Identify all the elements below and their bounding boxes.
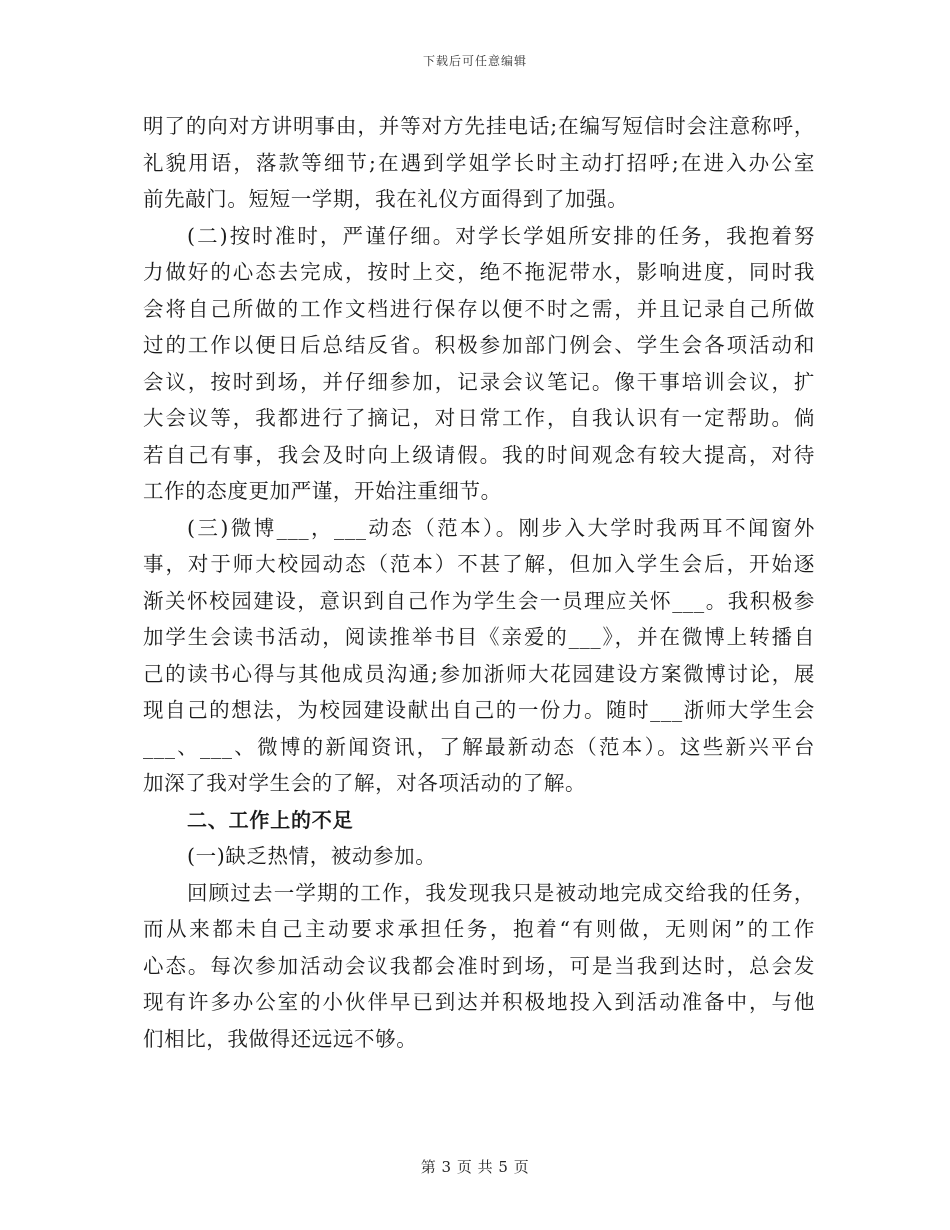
text-line: 若自己有事，我会及时向上级请假。我的时间观念有较大提高，对待	[143, 442, 815, 467]
text-line: (一)缺乏热情，被动参加。	[187, 844, 437, 868]
text-line: 前先敲门。短短一学期，我在礼仪方面得到了加强。	[143, 187, 629, 211]
text-line: ___、___、微博的新闻资讯，了解最新动态（范本）。这些新兴平台	[143, 734, 815, 759]
paragraph-5	[143, 875, 815, 1058]
text-line: 己的读书心得与其他成员沟通;参加浙师大花园建设方案微博讨论，展	[143, 661, 815, 686]
text-line: (二)按时准时，严谨仔细。对学长学姐所安排的任务，我抱着努	[187, 223, 815, 248]
text-line: 心态。每次参加活动会议我都会准时到场，可是当我到达时，总会发	[143, 953, 815, 978]
text-line: 会议，按时到场，并仔细参加，记录会议笔记。像干事培训会议，扩	[143, 369, 815, 394]
text-line: 现自己的想法，为校园建设献出自己的一份力。随时___浙师大学生会	[143, 698, 815, 722]
page-footer: 第 3 页 共 5 页	[420, 1158, 530, 1176]
paragraph-4	[143, 838, 815, 875]
text-line: 而从来都未自己主动要求承担任务，抱着“有则做，无则闲”的工作	[143, 917, 815, 941]
section-heading: 二、工作上的不足	[187, 807, 354, 832]
paragraph-1	[143, 108, 815, 218]
text-line: 渐关怀校园建设，意识到自己作为学生会一员理应关怀___。我积极参	[143, 588, 815, 613]
text-line: 礼貌用语，落款等细节;在遇到学姐学长时主动打招呼;在进入办公室	[143, 150, 815, 175]
text-line: 加学生会读书活动，阅读推举书目《亲爱的___》，并在微博上转播自	[143, 625, 815, 649]
text-line: 事，对于师大校园动态（范本）不甚了解，但加入学生会后，开始逐	[143, 552, 815, 576]
text-line: 加深了我对学生会的了解，对各项活动的了解。	[143, 771, 587, 795]
text-line: 力做好的心态去完成，按时上交，绝不拖泥带水，影响进度，同时我	[143, 260, 815, 284]
text-line: 回顾过去一学期的工作，我发现我只是被动地完成交给我的任务，	[187, 880, 815, 905]
text-line: 过的工作以便日后总结反省。积极参加部门例会、学生会各项活动和	[143, 333, 815, 357]
document-body	[143, 108, 815, 1057]
text-line: 工作的态度更加严谨，开始注重细节。	[143, 479, 502, 503]
paragraph-3	[143, 510, 815, 802]
paragraph-2	[143, 218, 815, 510]
text-line: 明了的向对方讲明事由，并等对方先挂电话;在编写短信时会注意称呼，	[143, 114, 815, 138]
text-line: (三)微博___，___动态（范本）。刚步入大学时我两耳不闻窗外	[187, 515, 815, 540]
text-line: 们相比，我做得还远远不够。	[143, 1026, 418, 1051]
page-header: 下载后可任意编辑	[422, 54, 527, 68]
text-line: 大会议等，我都进行了摘记，对日常工作，自我认识有一定帮助。倘	[143, 406, 815, 430]
text-line: 会将自己所做的工作文档进行保存以便不时之需，并且记录自己所做	[143, 296, 815, 321]
text-line: 现有许多办公室的小伙伴早已到达并积极地投入到活动准备中，与他	[143, 990, 815, 1014]
